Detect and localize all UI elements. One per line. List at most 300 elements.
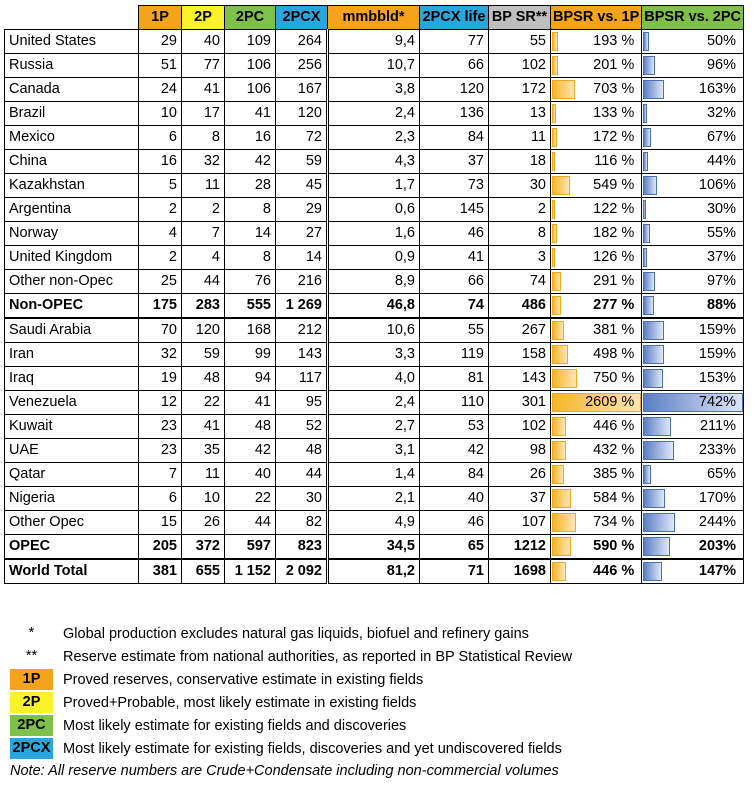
cell-bpsr-vs-2pc [642,294,744,319]
cell-2pc: 42 [225,439,276,463]
cell-2pc: 48 [225,415,276,439]
data-bar [552,369,577,388]
cell-1p: 23 [139,439,182,463]
bar-value: 203% [698,538,736,554]
data-bar [552,417,566,436]
bar-value: 2609 % [585,394,635,410]
cell-2pcx: 44 [276,463,328,487]
header-blank [5,6,139,30]
bar-value: 32% [706,105,736,121]
cell-bpsr-vs-1p [551,174,642,198]
bar-value: 122 % [593,201,635,217]
cell-1p: 2 [139,246,182,270]
cell-2pc: 41 [225,102,276,126]
cell-bp-sr: 18 [489,150,551,174]
bar-value: 734 % [593,514,635,530]
cell-bpsr-vs-1p [551,463,642,487]
header-2pcx: 2PCX [276,6,328,30]
bar-value: 549 % [593,177,635,193]
header-2pcx-life: 2PCX life [420,6,489,30]
bar-value: 193 % [593,33,635,49]
bar-value: 97% [706,273,736,289]
cell-2p: 41 [182,415,225,439]
data-bar [643,152,648,171]
cell-mmbbld: 2,7 [328,415,420,439]
bar-value: 703 % [593,81,635,97]
cell-2p: 17 [182,102,225,126]
cell-bp-sr: 74 [489,270,551,294]
cell-bp-sr: 107 [489,511,551,535]
bar-value: 133 % [593,105,635,121]
cell-bpsr-vs-1p [551,270,642,294]
data-bar [552,176,570,195]
table-row [5,126,744,150]
table-row [5,54,744,78]
header-1p: 1P [139,6,182,30]
data-bar [552,128,557,147]
legend-2pc [10,714,572,737]
cell-2p: 44 [182,270,225,294]
cell-2pcx-life: 65 [420,535,489,560]
data-bar [552,152,555,171]
table-row [5,511,744,535]
cell-bp-sr: 1698 [489,559,551,584]
cell-2pc: 106 [225,54,276,78]
cell-bpsr-vs-2pc [642,270,744,294]
cell-2p: 7 [182,222,225,246]
cell-2p: 11 [182,463,225,487]
cell-2p: 35 [182,439,225,463]
data-bar [552,441,566,460]
cell-1p: 51 [139,54,182,78]
table-row [5,343,744,367]
cell-2pc: 41 [225,391,276,415]
cell-1p: 25 [139,270,182,294]
cell-1p: 15 [139,511,182,535]
cell-bpsr-vs-1p [551,559,642,584]
cell-2pcx: 212 [276,318,328,343]
table-row [5,318,744,343]
cell-bpsr-vs-2pc [642,487,744,511]
cell-2p: 372 [182,535,225,560]
bar-value: 182 % [593,225,635,241]
cell-mmbbld: 0,9 [328,246,420,270]
cell-2pcx: 117 [276,367,328,391]
cell-2pcx: 30 [276,487,328,511]
cell-bpsr-vs-2pc [642,511,744,535]
data-bar [643,513,675,532]
table-row [5,270,744,294]
cell-2pcx-life: 55 [420,318,489,343]
cell-bpsr-vs-1p [551,294,642,319]
cell-bpsr-vs-2pc [642,222,744,246]
bar-value: 147% [698,563,736,579]
cell-2p: 40 [182,30,225,54]
cell-2pcx-life: 74 [420,294,489,319]
data-bar [643,562,662,581]
bar-value: 244% [698,514,736,530]
cell-2pcx: 823 [276,535,328,560]
country-cell: Kuwait [5,415,139,439]
cell-1p: 4 [139,222,182,246]
legend-2p [10,691,572,714]
cell-bp-sr: 158 [489,343,551,367]
cell-2pcx: 82 [276,511,328,535]
cell-mmbbld: 2,1 [328,487,420,511]
cell-2pc: 106 [225,78,276,102]
data-bar [552,80,575,99]
cell-mmbbld: 10,7 [328,54,420,78]
cell-bpsr-vs-1p [551,222,642,246]
data-bar [643,465,651,484]
cell-2pcx-life: 84 [420,126,489,150]
country-cell: Argentina [5,198,139,222]
bar-value: 65% [706,466,736,482]
reserves-table [4,5,744,584]
cell-1p: 6 [139,126,182,150]
legend-text: Most likely estimate for existing fields, discoveries and yet undiscovered fields [63,740,562,757]
cell-bpsr-vs-2pc [642,174,744,198]
data-bar [552,104,556,123]
cell-mmbbld: 1,7 [328,174,420,198]
data-bar [552,562,566,581]
data-bar [552,32,558,51]
country-cell: Venezuela [5,391,139,415]
bar-value: 750 % [593,370,635,386]
cell-bp-sr: 267 [489,318,551,343]
cell-bp-sr: 172 [489,78,551,102]
cell-2pc: 42 [225,150,276,174]
cell-1p: 70 [139,318,182,343]
cell-bpsr-vs-1p [551,367,642,391]
cell-2pcx-life: 81 [420,367,489,391]
cell-bpsr-vs-2pc [642,391,744,415]
data-bar [552,296,561,315]
cell-1p: 2 [139,198,182,222]
cell-1p: 16 [139,150,182,174]
data-bar [643,32,649,51]
cell-2pcx-life: 42 [420,439,489,463]
footnote-text: Reserve estimate from national authorities, as reported in BP Statistical Review [63,648,573,665]
cell-bpsr-vs-1p [551,54,642,78]
cell-2pcx: 29 [276,198,328,222]
cell-mmbbld: 34,5 [328,535,420,560]
data-bar [643,296,654,315]
cell-2pcx-life: 46 [420,222,489,246]
data-bar [552,321,564,340]
data-bar [643,441,674,460]
cell-mmbbld: 10,6 [328,318,420,343]
cell-2pcx: 45 [276,174,328,198]
footnote-1 [10,622,572,645]
cell-bpsr-vs-1p [551,102,642,126]
cell-2p: 2 [182,198,225,222]
cell-bpsr-vs-1p [551,343,642,367]
country-cell: United Kingdom [5,246,139,270]
cell-bpsr-vs-1p [551,78,642,102]
bar-value: 153% [698,370,736,386]
cell-bp-sr: 26 [489,463,551,487]
cell-2pcx: 216 [276,270,328,294]
country-cell: Nigeria [5,487,139,511]
cell-2p: 655 [182,559,225,584]
cell-bpsr-vs-2pc [642,318,744,343]
cell-bpsr-vs-1p [551,439,642,463]
cell-2pcx-life: 120 [420,78,489,102]
cell-bp-sr: 102 [489,415,551,439]
cell-bp-sr: 8 [489,222,551,246]
bar-value: 159% [698,346,736,362]
legend-key-1p: 1P [10,669,53,690]
table-row [5,174,744,198]
bar-value: 432 % [593,442,635,458]
cell-bpsr-vs-1p [551,511,642,535]
legend [10,622,572,782]
cell-2pcx-life: 136 [420,102,489,126]
table-row [5,222,744,246]
country-cell: Mexico [5,126,139,150]
bar-value: 37% [706,249,736,265]
cell-2p: 11 [182,174,225,198]
table-row [5,463,744,487]
cell-bpsr-vs-2pc [642,78,744,102]
data-bar [643,200,646,219]
cell-bpsr-vs-1p [551,487,642,511]
cell-bp-sr: 13 [489,102,551,126]
data-bar [643,80,664,99]
cell-bp-sr: 98 [489,439,551,463]
cell-bpsr-vs-1p [551,391,642,415]
bar-value: 291 % [593,273,635,289]
cell-bpsr-vs-2pc [642,54,744,78]
cell-bpsr-vs-2pc [642,102,744,126]
cell-1p: 19 [139,367,182,391]
cell-2pc: 94 [225,367,276,391]
cell-mmbbld: 4,3 [328,150,420,174]
cell-bp-sr: 1212 [489,535,551,560]
header-row [5,6,744,30]
data-bar [552,200,555,219]
cell-2pcx-life: 145 [420,198,489,222]
legend-key-2pcx: 2PCX [10,738,53,759]
cell-2p: 22 [182,391,225,415]
cell-2pc: 14 [225,222,276,246]
cell-2pcx: 59 [276,150,328,174]
bar-value: 498 % [593,346,635,362]
cell-2pcx: 264 [276,30,328,54]
cell-1p: 24 [139,78,182,102]
data-bar [552,224,557,243]
cell-2pcx-life: 73 [420,174,489,198]
bar-value: 277 % [593,297,635,313]
bar-value: 50% [706,33,736,49]
bar-value: 44% [706,153,736,169]
cell-bp-sr: 102 [489,54,551,78]
data-bar [643,321,664,340]
cell-1p: 205 [139,535,182,560]
data-bar [643,224,649,243]
cell-bpsr-vs-2pc [642,367,744,391]
bar-value: 116 % [594,153,635,169]
cell-2p: 4 [182,246,225,270]
data-bar [643,369,663,388]
cell-2p: 283 [182,294,225,319]
country-cell: Other Opec [5,511,139,535]
legend-text: Most likely estimate for existing fields and discoveries [63,717,407,734]
cell-bp-sr: 37 [489,487,551,511]
bar-value: 201 % [593,57,635,73]
cell-2pcx: 27 [276,222,328,246]
legend-2pcx [10,737,572,760]
header-mmbbld: mmbbld* [328,6,420,30]
cell-2pc: 8 [225,246,276,270]
cell-mmbbld: 9,4 [328,30,420,54]
footnote-2 [10,645,572,668]
cell-2pc: 8 [225,198,276,222]
country-cell: Saudi Arabia [5,318,139,343]
bar-value: 233% [698,442,736,458]
country-cell: Iraq [5,367,139,391]
cell-mmbbld: 8,9 [328,270,420,294]
cell-bpsr-vs-2pc [642,343,744,367]
country-cell: UAE [5,439,139,463]
footnote-key: ** [25,648,38,664]
cell-1p: 175 [139,294,182,319]
cell-2pcx-life: 66 [420,270,489,294]
cell-2pcx: 143 [276,343,328,367]
table-row [5,415,744,439]
cell-bpsr-vs-2pc [642,126,744,150]
cell-bpsr-vs-1p [551,246,642,270]
data-bar [643,345,664,364]
footnote-text: Global production excludes natural gas liquids, biofuel and refinery gains [63,625,529,642]
legend-text: Proved+Probable, most likely estimate in existing fields [63,694,417,711]
bar-value: 159% [698,322,736,338]
cell-2p: 8 [182,126,225,150]
table-row [5,102,744,126]
table-row [5,150,744,174]
cell-bpsr-vs-2pc [642,415,744,439]
cell-2pc: 16 [225,126,276,150]
cell-bpsr-vs-1p [551,150,642,174]
cell-1p: 10 [139,102,182,126]
bar-value: 446 % [593,563,635,579]
cell-2p: 48 [182,367,225,391]
country-cell: Brazil [5,102,139,126]
cell-2pcx-life: 71 [420,559,489,584]
cell-2pcx-life: 84 [420,463,489,487]
cell-bp-sr: 301 [489,391,551,415]
table-row [5,198,744,222]
cell-2pcx-life: 46 [420,511,489,535]
bar-value: 381 % [593,322,635,338]
bar-value: 584 % [593,490,635,506]
cell-2pcx: 120 [276,102,328,126]
cell-1p: 381 [139,559,182,584]
cell-2pcx: 167 [276,78,328,102]
bar-value: 30% [706,201,736,217]
cell-bp-sr: 11 [489,126,551,150]
footnote-key: * [28,625,35,641]
table-row [5,439,744,463]
cell-2pc: 109 [225,30,276,54]
cell-mmbbld: 3,8 [328,78,420,102]
cell-2pcx: 1 269 [276,294,328,319]
bar-value: 96% [706,57,736,73]
cell-bpsr-vs-2pc [642,150,744,174]
country-cell: World Total [5,559,139,584]
cell-2pc: 555 [225,294,276,319]
header-bpsr-vs-2pc: BPSR vs. 2PC [642,6,744,30]
country-cell: Russia [5,54,139,78]
cell-bp-sr: 30 [489,174,551,198]
cell-2pcx-life: 53 [420,415,489,439]
data-bar [552,465,564,484]
cell-bp-sr: 486 [489,294,551,319]
cell-2pcx: 14 [276,246,328,270]
cell-2pcx: 95 [276,391,328,415]
note: Note: All reserve numbers are Crude+Condensate including non-commercial volumes [10,763,559,779]
cell-bpsr-vs-1p [551,535,642,560]
data-bar [552,345,568,364]
cell-2pcx: 72 [276,126,328,150]
cell-bp-sr: 2 [489,198,551,222]
data-bar [643,128,651,147]
bar-value: 172 % [593,129,635,145]
cell-mmbbld: 2,3 [328,126,420,150]
data-bar [643,56,655,75]
cell-mmbbld: 4,0 [328,367,420,391]
country-cell: China [5,150,139,174]
table-row [5,30,744,54]
cell-bp-sr: 3 [489,246,551,270]
data-bar [552,513,576,532]
table-row [5,78,744,102]
country-cell: Canada [5,78,139,102]
bar-value: 590 % [593,538,635,554]
country-cell: OPEC [5,535,139,560]
bar-value: 742% [698,394,736,410]
country-cell: Kazakhstan [5,174,139,198]
header-2pc: 2PC [225,6,276,30]
data-bar [643,176,656,195]
cell-1p: 7 [139,463,182,487]
cell-2p: 77 [182,54,225,78]
cell-2pcx-life: 77 [420,30,489,54]
cell-bpsr-vs-2pc [642,559,744,584]
header-bp-sr: BP SR** [489,6,551,30]
legend-key-2pc: 2PC [10,715,53,736]
cell-2pcx-life: 40 [420,487,489,511]
cell-mmbbld: 3,1 [328,439,420,463]
cell-bpsr-vs-1p [551,30,642,54]
bar-value: 55% [706,225,736,241]
cell-1p: 6 [139,487,182,511]
cell-2p: 32 [182,150,225,174]
cell-bpsr-vs-2pc [642,439,744,463]
cell-1p: 12 [139,391,182,415]
header-2p: 2P [182,6,225,30]
header-bpsr-vs-1p: BPSR vs. 1P [551,6,642,30]
cell-bpsr-vs-1p [551,415,642,439]
cell-2p: 41 [182,78,225,102]
cell-2p: 26 [182,511,225,535]
bar-value: 385 % [593,466,635,482]
cell-bp-sr: 55 [489,30,551,54]
cell-2pc: 22 [225,487,276,511]
data-bar [552,248,555,267]
legend-key-2p: 2P [10,692,53,713]
